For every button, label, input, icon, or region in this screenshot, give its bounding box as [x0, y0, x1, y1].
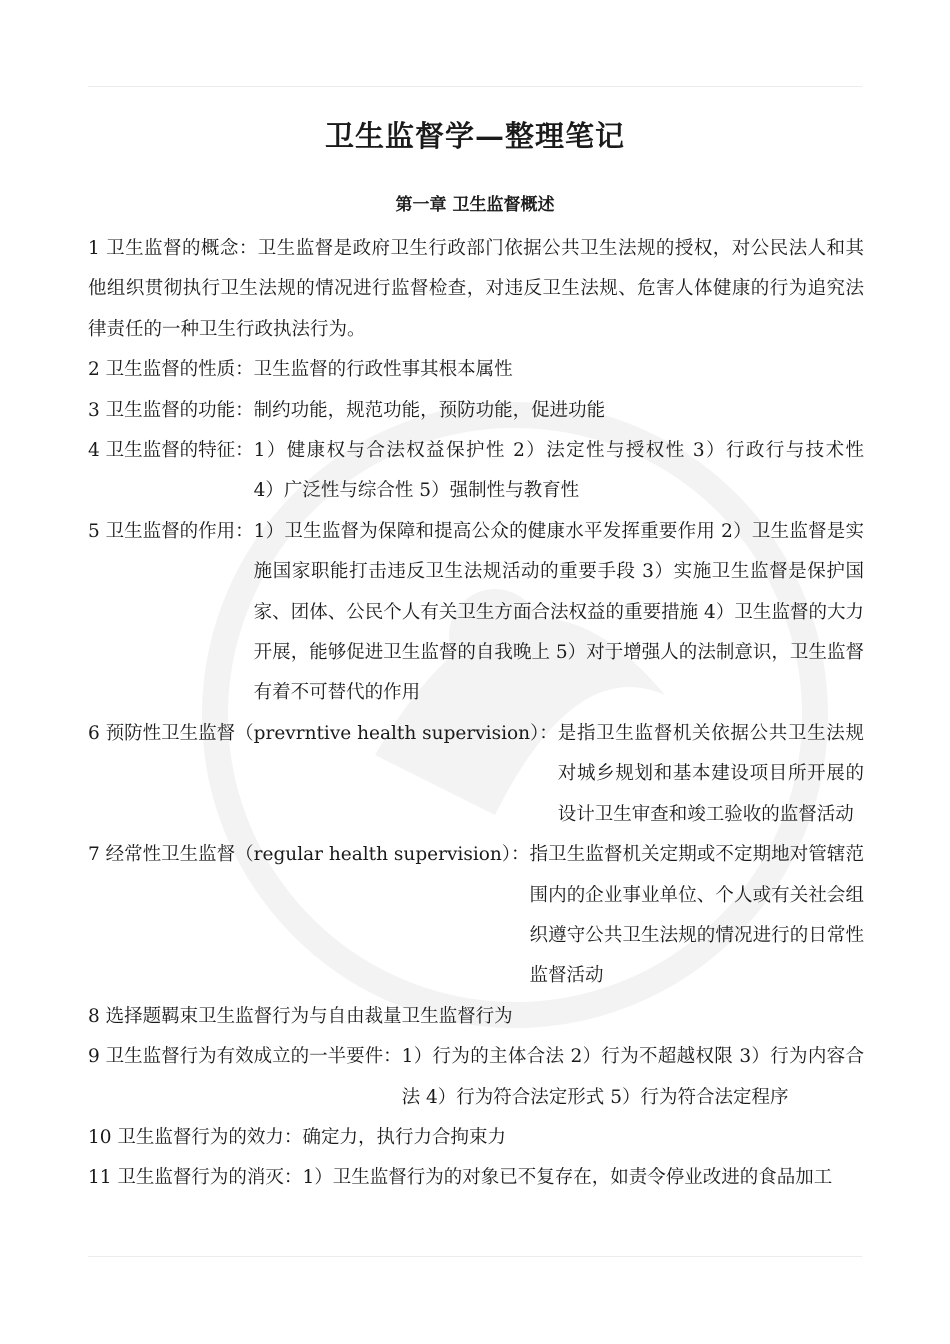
- note-label: 1 卫生监督的概念：: [88, 238, 258, 259]
- note-label: 9 卫生监督行为有效成立的一半要件：: [88, 1046, 402, 1068]
- note-item-7: [88, 835, 864, 997]
- note-item-11: [88, 1158, 864, 1198]
- note-label: 6 预防性卫生监督（prevrntive health supervision）：: [88, 722, 558, 744]
- note-label: 3 卫生监督的功能：: [88, 399, 254, 421]
- note-text: 卫生监督是政府卫生行政部门依据公共卫生法规的授权，对公民法人和其他组织贯彻执行卫生法规的情况进行监督检查，对违反卫生法规、危害人体健康的行为追究法律责任的一种卫生行政执法行为。: [88, 238, 864, 340]
- note-text: 是指卫生监督机关依据公共卫生法规对城乡规划和基本建设项目所开展的设计卫生审查和竣工验收的监督活动: [557, 722, 864, 825]
- note-item-5: [88, 512, 864, 714]
- note-item-2: [88, 350, 864, 390]
- note-label: 10 卫生监督行为的效力：: [88, 1126, 303, 1148]
- note-item-3: [88, 391, 864, 431]
- footer-rule: [88, 1256, 862, 1257]
- note-item-1: [88, 229, 864, 350]
- note-label: 5 卫生监督的作用：: [88, 520, 254, 542]
- note-text: 指卫生监督机关定期或不定期地对管辖范围内的企业事业单位、个人或有关社会组织遵守公共卫生法规的情况进行的日常性监督活动: [529, 844, 864, 987]
- note-label: 4 卫生监督的特征：: [88, 440, 254, 462]
- note-text: 制约功能，规范功能，预防功能，促进功能: [253, 399, 606, 421]
- note-item-4: [88, 431, 907, 512]
- note-item-8: [88, 997, 864, 1037]
- document-title: 卫生监督学—整理笔记: [324, 119, 625, 153]
- notes-body: [88, 229, 907, 1199]
- note-text: 卫生监督的行政性事其根本属性: [253, 359, 513, 381]
- note-label: 2 卫生监督的性质：: [88, 359, 254, 381]
- note-item-6: [88, 714, 864, 835]
- note-text: 1）卫生监督为保障和提高公众的健康水平发挥重要作用 2）卫生监督是实施国家职能打击违反卫生法规活动的重要手段 3）实施卫生监督是保护国家、团体、公民个人有关卫生方面合法权益的重要措施 4）卫生监督的大力开展，能够促进卫生监督的自我晚上 5）对于增强人的法制意识，卫生监督有着不可替代的作用: [253, 520, 864, 704]
- note-label: 8 选择题: [88, 1005, 162, 1027]
- note-label: 11 卫生监督行为的消灭：: [88, 1167, 303, 1189]
- note-text: 确定力，执行力合拘束力: [302, 1126, 506, 1148]
- note-text: 1）卫生监督行为的对象已不复存在，如责令停业改进的食品加工: [302, 1167, 833, 1189]
- note-label: 7 经常性卫生监督（regular health supervision）：: [88, 844, 530, 866]
- note-text: 1）行为的主体合法 2）行为不超越权限 3）行为内容合法 4）行为符合法定形式 5）行为符合法定程序: [401, 1046, 864, 1108]
- note-item-10: [88, 1118, 864, 1158]
- chapter-heading: 第一章 卫生监督概述: [395, 195, 555, 215]
- header-rule: [88, 86, 862, 87]
- note-text: 羁束卫生监督行为与自由裁量卫生监督行为: [161, 1005, 513, 1027]
- note-item-9: [88, 1037, 864, 1118]
- note-text: 1）健康权与合法权益保护性 2）法定性与授权性 3）行政行与技术性 4）广泛性与综合性 5）强制性与教育性: [253, 440, 907, 502]
